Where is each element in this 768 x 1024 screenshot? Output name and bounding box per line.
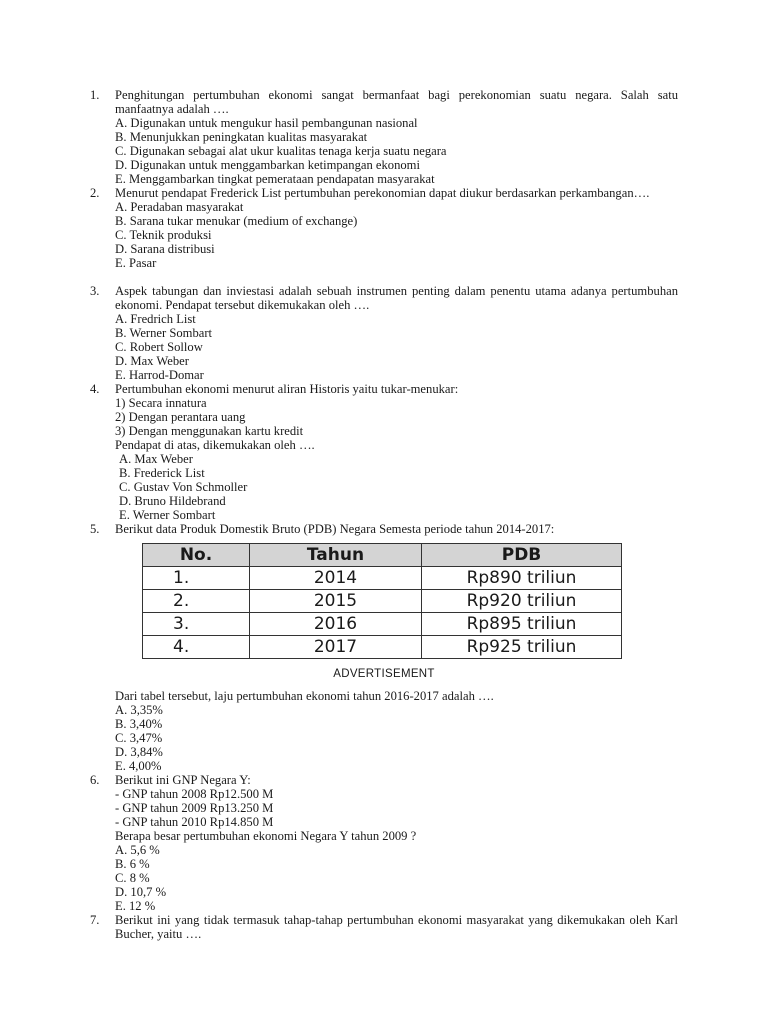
cell-pdb: Rp895 triliun	[422, 613, 622, 636]
list-item: 2) Dengan perantara uang	[115, 410, 246, 424]
question-stem: Berikut ini yang tidak termasuk tahap-tahap pertumbuhan ekonomi masyarakat yang dikemukakan oleh Karl Bucher, yaitu ….	[115, 913, 678, 941]
cell-tahun: 2015	[250, 590, 422, 613]
option-e: E. Werner Sombart	[119, 508, 216, 522]
table-row	[143, 613, 622, 636]
advertisement-label: ADVERTISEMENT	[333, 668, 435, 680]
question-7	[90, 913, 678, 941]
cell-no: 3.	[143, 613, 250, 636]
question-1	[90, 88, 678, 186]
list-item: - GNP tahun 2009 Rp13.250 M	[115, 801, 274, 815]
question-stem: Berikut data Produk Domestik Bruto (PDB) Negara Semesta periode tahun 2014-2017:	[115, 522, 555, 536]
pdb-table	[142, 543, 622, 659]
option-b: B. Menunjukkan peningkatan kualitas masyarakat	[115, 130, 368, 144]
cell-no: 4.	[143, 636, 250, 659]
question-4	[90, 382, 678, 522]
option-d: D. Digunakan untuk menggambarkan ketimpangan ekonomi	[115, 158, 420, 172]
option-c: C. Gustav Von Schmoller	[119, 480, 248, 494]
option-e: E. Pasar	[115, 256, 157, 270]
question-5-continued	[115, 689, 678, 773]
cell-pdb: Rp890 triliun	[422, 567, 622, 590]
cell-no: 2.	[143, 590, 250, 613]
list-item: - GNP tahun 2010 Rp14.850 M	[115, 815, 274, 829]
option-c: C. Digunakan sebagai alat ukur kualitas tenaga kerja suatu negara	[115, 144, 447, 158]
question-6	[90, 773, 678, 913]
option-e: E. 12 %	[115, 899, 156, 913]
option-b: B. Frederick List	[119, 466, 205, 480]
question-number: 7.	[90, 913, 100, 927]
question-followup: Dari tabel tersebut, laju pertumbuhan ekonomi tahun 2016-2017 adalah ….	[115, 689, 494, 703]
column-header-no: No.	[143, 544, 250, 567]
option-e: E. Menggambarkan tingkat pemerataan pendapatan masyarakat	[115, 172, 435, 186]
option-a: A. Fredrich List	[115, 312, 196, 326]
cell-no: 1.	[143, 567, 250, 590]
question-stem: Aspek tabungan dan inviestasi adalah sebuah instrumen penting dalam penentu utama adanya pertumbuhan ekonomi. Pendapat tersebut dikemukakan oleh ….	[115, 284, 678, 312]
question-number: 5.	[90, 522, 100, 536]
question-stem: Menurut pendapat Frederick List pertumbuhan perekonomian dapat diukur berdasarkan perkambangan….	[115, 186, 650, 200]
table-row	[143, 590, 622, 613]
question-2	[90, 186, 678, 270]
option-c: C. Teknik produksi	[115, 228, 212, 242]
option-a: A. Peradaban masyarakat	[115, 200, 244, 214]
option-b: B. 6 %	[115, 857, 150, 871]
option-b: B. Sarana tukar menukar (medium of exchange)	[115, 214, 358, 228]
option-d: D. Sarana distribusi	[115, 242, 215, 256]
list-item: 1) Secara innatura	[115, 396, 207, 410]
table-row	[143, 636, 622, 659]
option-d: D. Max Weber	[115, 354, 189, 368]
option-a: A. 3,35%	[115, 703, 163, 717]
option-d: D. 10,7 %	[115, 885, 167, 899]
question-5	[90, 522, 678, 536]
question-number: 6.	[90, 773, 100, 787]
option-c: C. 8 %	[115, 871, 150, 885]
column-header-tahun: Tahun	[250, 544, 422, 567]
option-d: D. 3,84%	[115, 745, 163, 759]
question-followup: Pendapat di atas, dikemukakan oleh ….	[115, 438, 315, 452]
option-c: C. Robert Sollow	[115, 340, 203, 354]
question-stem: Penghitungan pertumbuhan ekonomi sangat bermanfaat bagi perekonomian suatu negara. Salah satu manfaatnya adalah ….	[115, 88, 678, 116]
option-e: E. 4,00%	[115, 759, 162, 773]
question-number: 4.	[90, 382, 100, 396]
table-header-row	[143, 544, 622, 567]
option-c: C. 3,47%	[115, 731, 163, 745]
option-d: D. Bruno Hildebrand	[119, 494, 226, 508]
question-number: 1.	[90, 88, 100, 102]
cell-pdb: Rp925 triliun	[422, 636, 622, 659]
option-a: A. 5,6 %	[115, 843, 160, 857]
cell-tahun: 2014	[250, 567, 422, 590]
question-3	[90, 284, 678, 382]
table-row	[143, 567, 622, 590]
option-a: A. Digunakan untuk mengukur hasil pembangunan nasional	[115, 116, 418, 130]
cell-tahun: 2016	[250, 613, 422, 636]
option-b: B. Werner Sombart	[115, 326, 213, 340]
question-number: 3.	[90, 284, 100, 298]
list-item: - GNP tahun 2008 Rp12.500 M	[115, 787, 274, 801]
question-followup: Berapa besar pertumbuhan ekonomi Negara Y tahun 2009 ?	[115, 829, 417, 843]
column-header-pdb: PDB	[422, 544, 622, 567]
option-e: E. Harrod-Domar	[115, 368, 204, 382]
option-a: A. Max Weber	[119, 452, 193, 466]
cell-pdb: Rp920 triliun	[422, 590, 622, 613]
pdb-table-container	[142, 543, 622, 659]
cell-tahun: 2017	[250, 636, 422, 659]
list-item: 3) Dengan menggunakan kartu kredit	[115, 424, 304, 438]
question-stem: Berikut ini GNP Negara Y:	[115, 773, 251, 787]
question-number: 2.	[90, 186, 100, 200]
question-stem: Pertumbuhan ekonomi menurut aliran Historis yaitu tukar-menukar:	[115, 382, 459, 396]
option-b: B. 3,40%	[115, 717, 163, 731]
